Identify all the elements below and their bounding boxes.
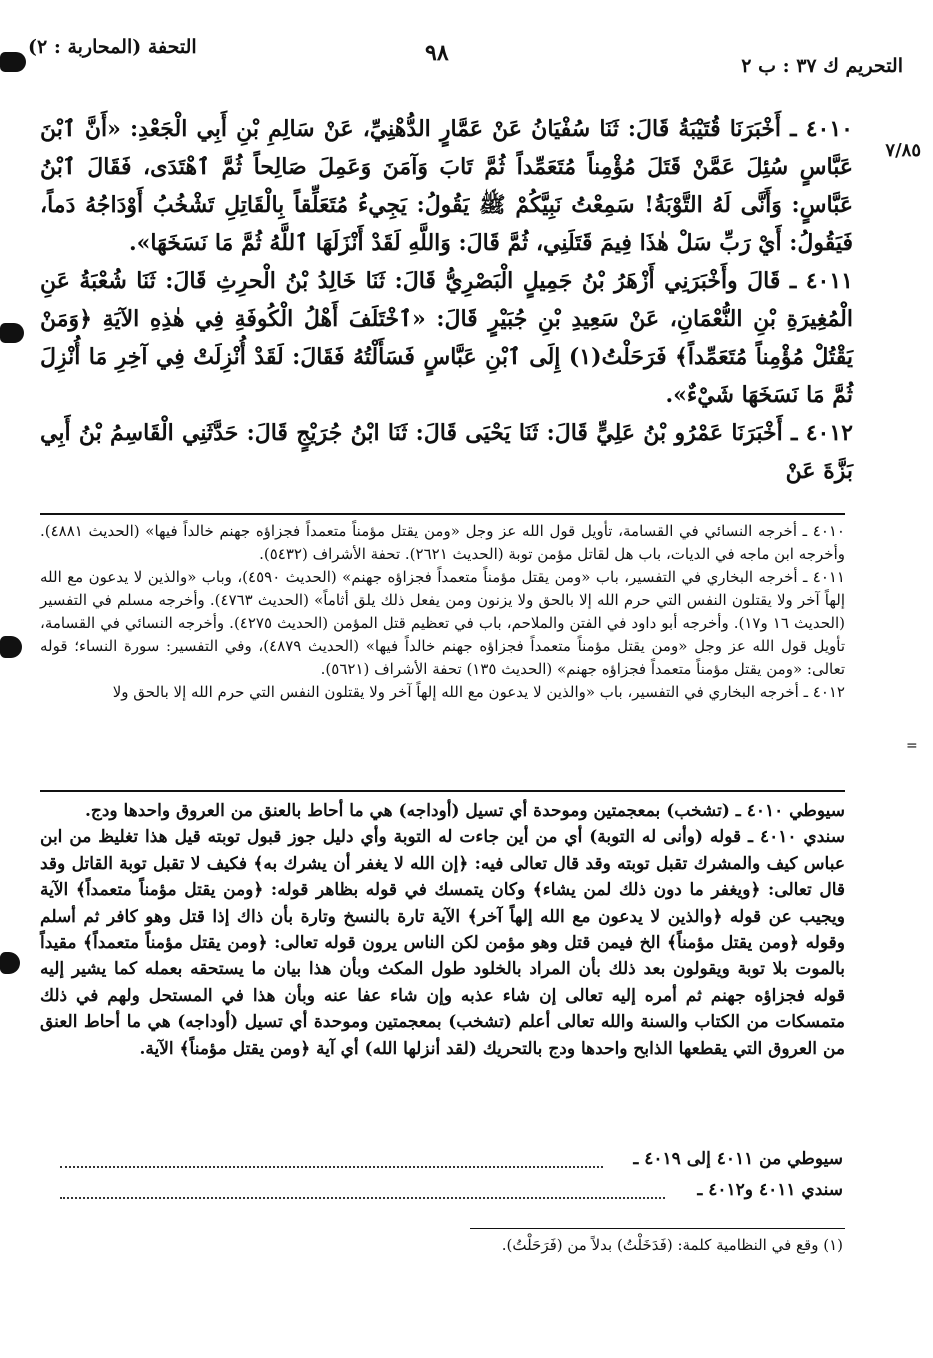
binding-tab-mark <box>0 323 24 343</box>
footnote-divider <box>40 513 845 515</box>
cross-ref-suyuti: سيوطي من ٤٠١١ إلى ٤٠١٩ ـ <box>633 1149 843 1169</box>
hadith-4012: ٤٠١٢ ـ أَخْبَرَنَا عَمْرُو بْنُ عَلِيٍّ قَالَ: ثَنَا يَحْيَى قَالَ: ثَنَا ابْنُ جُرَيْجٍ قَالَ: حَدَّثَنِي الْقَاسِمُ بْنُ أَبِي بَزَّةَ عَنْ <box>40 420 853 484</box>
footnote-4011: ٤٠١١ ـ أخرجه البخاري في التفسير، باب «ومن يقتل مؤمناً متعمداً فجزاؤه جهنم» (الحديث ٤٥٩٠)، وباب «والذين لا يدعون مع الله إلهاً آخر ولا يقتلون النفس التي حرم الله إلا بالحق ولا يزنون ومن يفعل ذلك يلق أثاماً» (الحديث ٤٧٦٣). وأخرجه مسلم في التفسير (الحديث ١٦ و١٧). وأخرجه أبو داود في الفتن والملاحم، باب في تعظيم قتل المؤمن (الحديث ٤٢٧٥). وأخرجه النسائي في القسامة، تأويل قول الله عز وجل «ومن يقتل مؤمناً متعمداً فجزاؤه جهنم خالداً فيها» (الحديث ٤٨٧٩)، وفي التفسير: سورة النساء؛ قوله تعالى: «ومن يقتل مؤمناً متعمداً فجزاؤه جهنم» (الحديث ١٣٥) تحفة الأشراف (٥٦٢١). <box>40 568 845 678</box>
commentary-block <box>40 798 845 1062</box>
takhrij-footnotes <box>40 520 845 704</box>
edge-mark: = <box>906 738 918 754</box>
binding-tab-mark <box>0 952 20 974</box>
dotted-leader <box>60 1166 603 1168</box>
hadith-text-block <box>40 110 853 490</box>
binding-tab-mark <box>0 52 26 72</box>
cross-ref-sindi: سندي ٤٠١١ و٤٠١٢ ـ <box>697 1180 843 1200</box>
running-header-right: التحريم ك ٣٧ : ب ٢ <box>741 55 903 77</box>
note-divider <box>470 1228 845 1229</box>
footnote-4010: ٤٠١٠ ـ أخرجه النسائي في القسامة، تأويل قول الله عز وجل «ومن يقتل مؤمناً متعمداً فجزاؤه جهنم خالداً فيها» (الحديث ٤٨٨١). وأخرجه ابن ماجه في الديات، باب هل لقاتل مؤمن توبة (الحديث ٢٦٢١). تحفة الأشراف (٥٤٣٢). <box>40 522 845 563</box>
hadith-4010: ٤٠١٠ ـ أَخْبَرَنَا قُتَيْبَةُ قَالَ: ثَنَا سُفْيَانُ عَنْ عَمَّارٍ الدُّهْنِيِّ، عَنْ سَالِمِ بْنِ أَبِي الْجَعْدِ: «أَنَّ ٱبْنَ عَبَّاسٍ سُئِلَ عَمَّنْ قَتَلَ مُؤْمِناً مُتَعَمِّداً ثُمَّ تَابَ وَآمَنَ وَعَمِلَ صَالِحاً ثُمَّ ٱهْتَدَى، فَقَالَ ٱبْنُ عَبَّاسٍ: وَأَنَّى لَهُ التَّوْبَةُ! سَمِعْتُ نَبِيَّكُمْ ﷺ يَقُولُ: يَجِيءُ مُتَعَلِّقاً بِالْقَاتِلِ تَشْخُبُ أَوْدَاجُهُ دَماً، فَيَقُولُ: أَيْ رَبِّ سَلْ هٰذَا فِيمَ قَتَلَنِي، ثُمَّ قَالَ: وَاللَّهِ لَقَدْ أَنْزَلَهَا ٱللَّهُ ثُمَّ مَا نَسَخَهَا». <box>40 116 853 256</box>
running-header-left: التحفة (المحاربة : ٢) <box>28 36 197 58</box>
commentary-divider <box>40 790 845 792</box>
page-number: ٩٨ <box>425 40 449 66</box>
dotted-leader <box>60 1197 665 1199</box>
commentary-suyuti-4010: سيوطي ٤٠١٠ ـ (تشخب) بمعجمتين وموحدة أي تسيل (أوداجه) هي ما أحاط بالعنق من العروق واحدها ودج. <box>84 801 845 821</box>
edition-note: (١) وقع في النظامية كلمة: (فَدَخَلْتُ) بدلاً من (فَرَحَلْتُ). <box>501 1236 843 1254</box>
binding-tab-mark <box>0 636 22 658</box>
margin-reference-number: ٧/٨٥ <box>885 140 921 161</box>
hadith-4011: ٤٠١١ ـ قَالَ وأَخْبَرَنِي أَزْهَرُ بْنُ جَمِيلٍ الْبَصْرِيُّ قَالَ: ثَنَا خَالِدُ بْنُ الْحرِثِ قَالَ: ثَنَا شُعْبَةُ عَنِ الْمُغِيرَةِ بْنِ النُّعْمَانِ، عَنْ سَعِيدِ بْنِ جُبَيْرٍ قَالَ: «ٱخْتَلَفَ أَهْلُ الْكُوفَةِ فِي هٰذِهِ الآيَةِ ﴿وَمَنْ يَقْتُلْ مُؤْمِناً مُتَعَمِّداً﴾ فَرَحَلْتُ(١) إِلَى ٱبْنِ عَبَّاسٍ فَسَأَلْتُهُ فَقَالَ: لَقَدْ أُنْزِلَتْ فِي آخِرِ مَا أُنْزِلَ ثُمَّ مَا نَسَخَهَا شَيْءٌ». <box>40 268 854 408</box>
footnote-4012: ٤٠١٢ ـ أخرجه البخاري في التفسير، باب «والذين لا يدعون مع الله إلهاً آخر ولا يقتلون النفس التي حرم الله إلا بالحق ولا <box>112 683 845 701</box>
commentary-sindi-4010: سندي ٤٠١٠ ـ قوله (وأنى له التوبة) أي من أين جاءت له التوبة وأي دليل جوز قبول توبته قيل هذا تغليظ من ابن عباس كيف والمشرك تقبل توبته وقد قال تعالى فيه: ﴿إن الله لا يغفر أن يشرك به﴾ فكيف لا تقبل توبة القاتل وقد قال تعالى: ﴿ويغفر ما دون ذلك لمن يشاء﴾ وكان يتمسك في قوله بظاهر قوله: ﴿ومن يقتل مؤمناً متعمداً﴾ الآية ويجيب عن قوله ﴿والذين لا يدعون مع الله إلهاً آخر﴾ الآية تارة بالنسخ وتارة بأن ذاك إذا قتل وهو كافر ثم أسلم وقوله ﴿ومن يقتل مؤمناً﴾ الخ فيمن قتل وهو مؤمن لكن الناس يرون قوله تعالى: ﴿ومن يقتل مؤمناً متعمداً﴾ مقيداً بالموت بلا توبة ويقولون بعد ذلك بأن المراد بالخلود طول المكث وبأن هذا بيان ما يستحقه بعمله كما يشير إليه قوله فجزاؤه جهنم ثم أمره إليه تعالى إن شاء عذبه وإن شاء عفا عنه وبأن هذا في المستحل ولهم في ذلك متمسكات من الكتاب والسنة والله تعالى أعلم (تشخب) بمعجمتين وموحدة أي تسيل (أوداجه) هي ما أحاط العنق من العروق التي يقطعها الذابح واحدها ودج بالتحريك (لقد أنزلها الله) أي آية ﴿ومن يقتل مؤمناً﴾ الآية. <box>40 827 846 1059</box>
